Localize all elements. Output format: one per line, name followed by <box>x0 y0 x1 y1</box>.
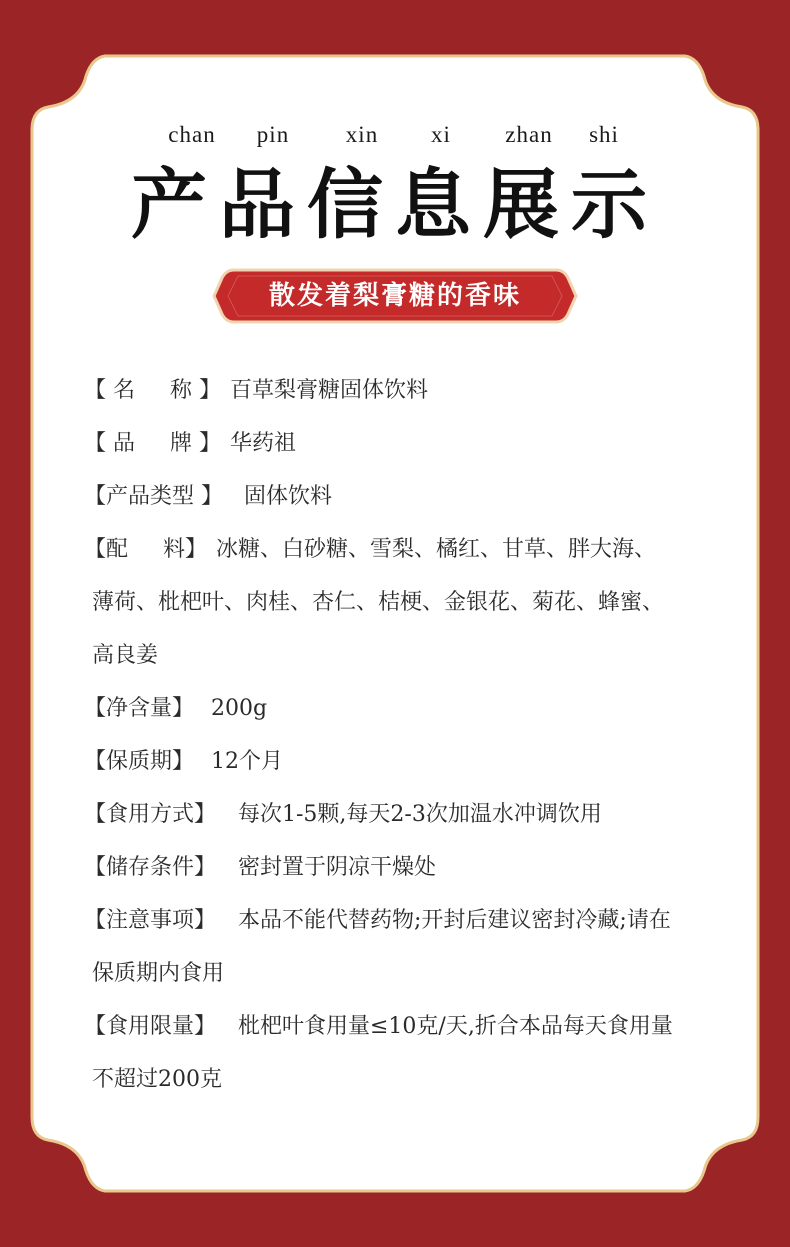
pinyin-2: pin <box>256 122 290 147</box>
info-name <box>84 364 734 417</box>
info-ingredients-cont2 <box>84 629 734 682</box>
value-net: 200g <box>211 696 268 721</box>
value-brand: 华药祖 <box>230 431 297 456</box>
pinyin-row <box>0 122 790 152</box>
value-ingredients-2: 薄荷、枇杷叶、肉桂、杏仁、桔梗、金银花、菊花、蜂蜜、 <box>92 590 665 615</box>
label-notice: 【注意事项】 <box>84 908 217 933</box>
label-ingredients: 【配 料】 <box>84 537 207 562</box>
label-net: 【净含量】 <box>84 696 195 721</box>
value-limit-1: 枇杷叶食用量≤10克/天,折合本品每天食用量 <box>238 1014 673 1039</box>
pinyin-4: xi <box>431 122 451 147</box>
info-shelf <box>84 735 734 788</box>
value-usage: 每次1-5颗,每天2-3次加温水冲调饮用 <box>238 802 602 827</box>
value-notice-1: 本品不能代替药物;开封后建议密封冷藏;请在 <box>238 908 671 933</box>
info-storage <box>84 841 734 894</box>
info-notice-cont <box>84 947 734 1000</box>
label-limit: 【食用限量】 <box>84 1014 217 1039</box>
pinyin-5: zhan <box>505 122 553 147</box>
info-category <box>84 470 734 523</box>
info-brand <box>84 417 734 470</box>
label-brand: 【 品 牌 】 <box>84 431 221 456</box>
info-notice <box>84 894 734 947</box>
value-name: 百草梨膏糖固体饮料 <box>230 378 429 403</box>
label-shelf: 【保质期】 <box>84 749 195 774</box>
info-ingredients <box>84 523 734 576</box>
info-usage <box>84 788 734 841</box>
info-ingredients-cont <box>84 576 734 629</box>
value-category: 固体饮料 <box>244 484 333 509</box>
pinyin-6: shi <box>589 122 619 147</box>
page-title: 产品信息展示 <box>131 160 659 249</box>
pinyin-3: xin <box>345 122 379 147</box>
product-info <box>84 364 734 1106</box>
value-notice-2: 保质期内食用 <box>92 961 225 986</box>
value-limit-2: 不超过200克 <box>92 1067 222 1092</box>
value-ingredients-1: 冰糖、白砂糖、雪梨、橘红、甘草、胖大海、 <box>216 537 657 562</box>
subtitle-banner <box>212 268 578 324</box>
banner-text: 散发着梨膏糖的香味 <box>268 281 521 311</box>
value-ingredients-3: 高良姜 <box>92 643 159 668</box>
label-category: 【产品类型 】 <box>84 484 223 509</box>
label-storage: 【储存条件】 <box>84 855 217 880</box>
info-limit <box>84 1000 734 1053</box>
info-limit-cont <box>84 1053 734 1106</box>
info-net <box>84 682 734 735</box>
pinyin-1: chan <box>168 122 216 147</box>
label-name: 【 名 称 】 <box>84 378 221 403</box>
label-usage: 【食用方式】 <box>84 802 217 827</box>
value-storage: 密封置于阴凉干燥处 <box>238 855 437 880</box>
value-shelf: 12个月 <box>211 749 283 774</box>
